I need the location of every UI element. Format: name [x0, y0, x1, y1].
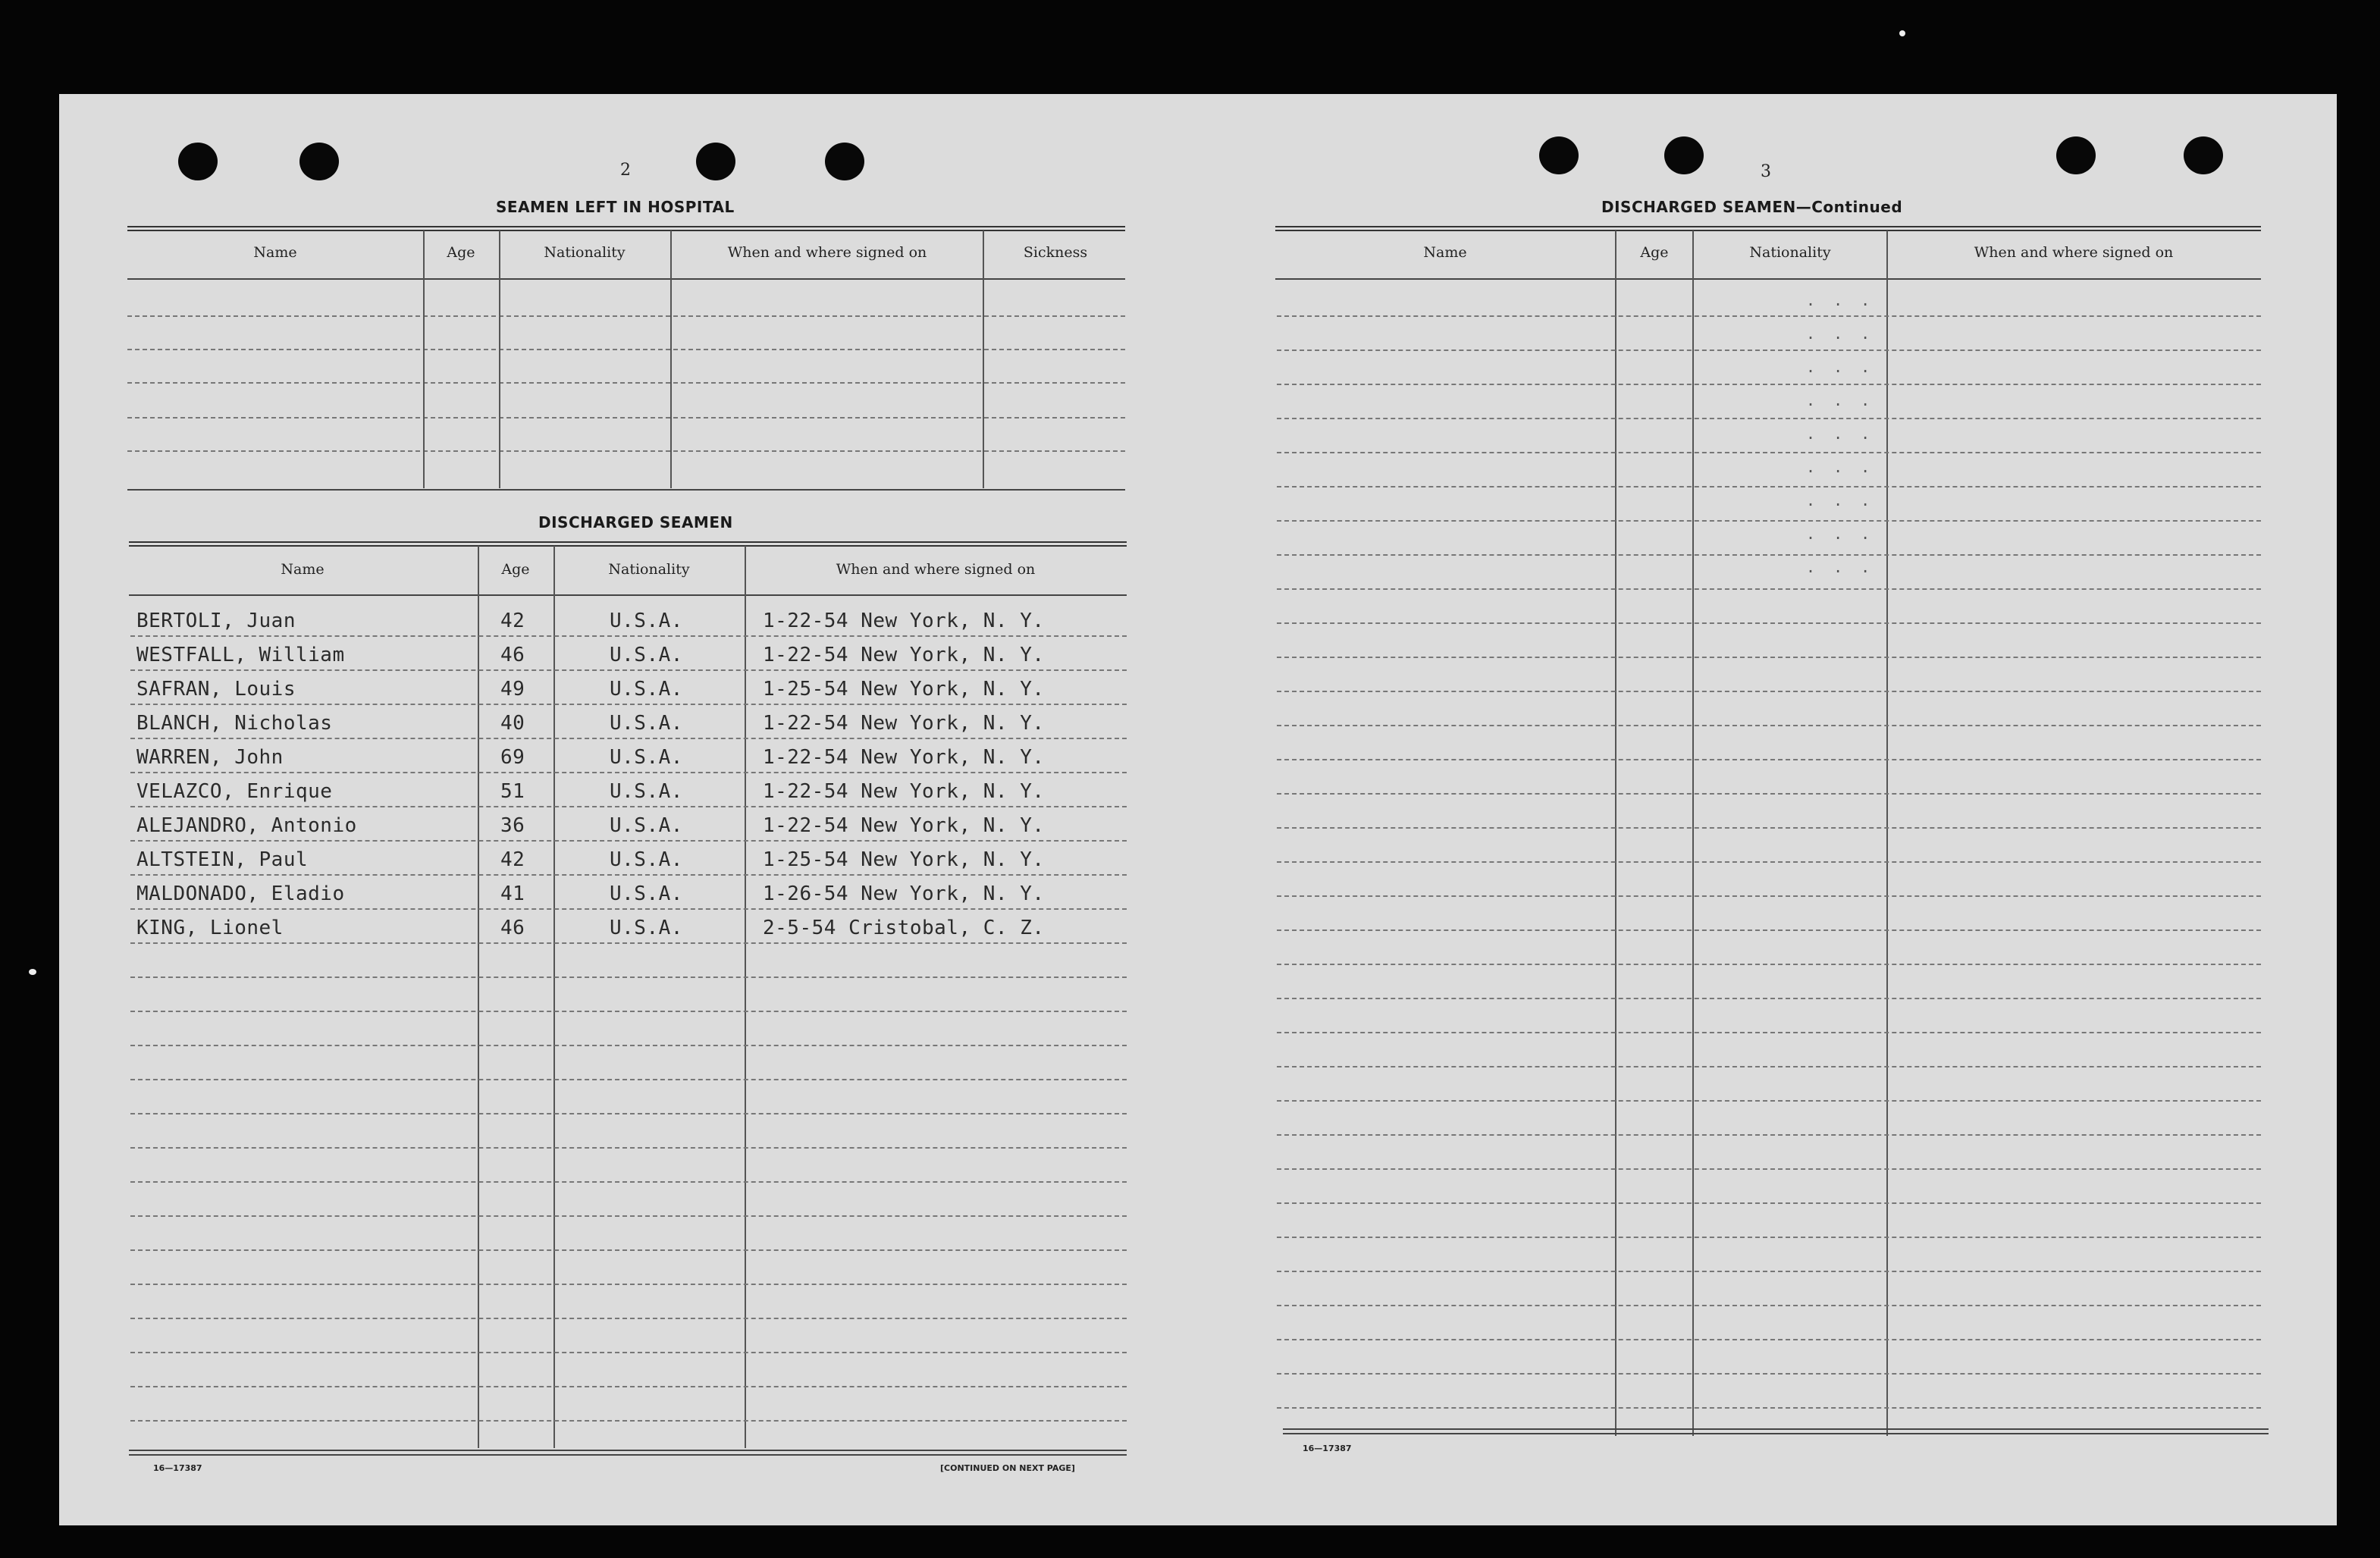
discharged-row-rule [130, 1113, 1127, 1114]
ditto-mark: . . . [1806, 358, 1875, 376]
discharged-row-rule [130, 772, 1127, 773]
right-row-rule [1277, 793, 2261, 795]
left-form-number: 16—17387 [153, 1463, 202, 1473]
right-row-rule [1277, 725, 2261, 726]
right-section-title [1601, 198, 1902, 216]
discharged-row-rule [130, 1215, 1127, 1217]
seaman-signed-on: 1-22-54 New York, N. Y. [763, 746, 1045, 769]
right-form-number: 16—17387 [1303, 1444, 1352, 1453]
ditto-mark: . . . [1806, 425, 1875, 443]
seaman-nationality: U.S.A. [610, 882, 683, 905]
seaman-nationality: U.S.A. [610, 780, 683, 803]
right-row-rule [1277, 622, 2261, 624]
hospital-col-divider [670, 230, 672, 488]
discharged-row-rule [130, 1045, 1127, 1046]
seaman-nationality: U.S.A. [610, 917, 683, 939]
discharged-row-rule [130, 635, 1127, 637]
discharged-row-rule [130, 1386, 1127, 1387]
discharged-row-rule [130, 942, 1127, 944]
seaman-age: 46 [500, 917, 525, 939]
right-title-suffix: —Continued [1795, 198, 1903, 216]
right-col-nationality: Nationality [1749, 244, 1831, 261]
seaman-nationality: U.S.A. [610, 746, 683, 769]
hospital-bottom-rule [127, 489, 1125, 491]
right-row-rule [1277, 929, 2261, 931]
hospital-col-divider [983, 230, 984, 488]
right-row-rule [1277, 1305, 2261, 1306]
seaman-signed-on: 1-22-54 New York, N. Y. [763, 814, 1045, 837]
hospital-col-sickness: Sickness [1023, 244, 1088, 261]
seaman-signed-on: 1-22-54 New York, N. Y. [763, 644, 1045, 666]
discharged-bottom-rule [129, 1450, 1127, 1451]
seaman-age: 36 [500, 814, 525, 837]
document-sheet [59, 94, 2337, 1525]
punch-hole [1539, 136, 1579, 174]
right-row-rule [1277, 657, 2261, 658]
right-col-name: Name [1423, 244, 1467, 261]
seaman-name: SAFRAN, Louis [136, 678, 296, 701]
discharged-row-rule [130, 1181, 1127, 1183]
hospital-table-top-rule [127, 226, 1125, 231]
hospital-col-name: Name [253, 244, 297, 261]
hospital-row-rule [127, 382, 1125, 384]
ditto-mark: . . . [1806, 491, 1875, 509]
seaman-signed-on: 1-25-54 New York, N. Y. [763, 848, 1045, 871]
hospital-row-rule [127, 417, 1125, 418]
discharged-row-rule [130, 1318, 1127, 1319]
seaman-age: 69 [500, 746, 525, 769]
right-header-rule [1275, 278, 2261, 280]
right-row-rule [1277, 384, 2261, 385]
seaman-nationality: U.S.A. [610, 712, 683, 735]
left-page-number: 2 [620, 161, 631, 180]
right-title-main: DISCHARGED SEAMEN [1601, 198, 1796, 216]
seaman-name: BLANCH, Nicholas [136, 712, 333, 735]
punch-hole [178, 143, 218, 180]
right-bottom-rule [1283, 1433, 2269, 1434]
discharged-row-rule [130, 1420, 1127, 1422]
discharged-row-rule [130, 1352, 1127, 1353]
ditto-mark: . . . [1806, 458, 1875, 476]
seaman-signed-on: 1-22-54 New York, N. Y. [763, 780, 1045, 803]
discharged-row-rule [130, 908, 1127, 910]
seaman-age: 51 [500, 780, 525, 803]
right-row-rule [1277, 588, 2261, 590]
right-row-rule [1277, 1373, 2261, 1375]
discharged-row-rule [130, 1079, 1127, 1080]
right-row-rule [1277, 998, 2261, 999]
right-row-rule [1277, 964, 2261, 965]
discharged-col-divider [745, 546, 746, 1448]
right-row-rule [1277, 691, 2261, 692]
seaman-age: 42 [500, 610, 525, 632]
seaman-signed-on: 1-22-54 New York, N. Y. [763, 712, 1045, 735]
right-row-rule [1277, 1168, 2261, 1170]
right-row-rule [1277, 1032, 2261, 1033]
right-row-rule [1277, 350, 2261, 351]
ditto-mark: . . . [1806, 291, 1875, 309]
punch-hole [2056, 136, 2096, 174]
right-row-rule [1277, 827, 2261, 829]
punch-hole [1664, 136, 1704, 174]
seaman-nationality: U.S.A. [610, 678, 683, 701]
right-row-rule [1277, 315, 2261, 317]
right-col-signed-on: When and where signed on [1974, 244, 2174, 261]
ditto-mark: . . . [1806, 391, 1875, 409]
right-row-rule [1277, 1407, 2261, 1409]
punch-hole [825, 143, 864, 180]
hospital-row-rule [127, 349, 1125, 350]
seaman-age: 46 [500, 644, 525, 666]
right-row-rule [1277, 1100, 2261, 1102]
seaman-name: ALTSTEIN, Paul [136, 848, 309, 871]
seaman-age: 49 [500, 678, 525, 701]
discharged-bottom-rule [129, 1454, 1127, 1456]
ditto-mark: . . . [1806, 558, 1875, 576]
discharged-row-rule [130, 874, 1127, 876]
seaman-signed-on: 1-25-54 New York, N. Y. [763, 678, 1045, 701]
right-col-age: Age [1640, 244, 1669, 261]
seaman-name: KING, Lionel [136, 917, 284, 939]
discharged-row-rule [130, 704, 1127, 705]
discharged-col-divider [553, 546, 555, 1448]
discharged-col-age: Age [501, 561, 530, 578]
seaman-nationality: U.S.A. [610, 644, 683, 666]
right-row-rule [1277, 1339, 2261, 1340]
discharged-col-name: Name [281, 561, 325, 578]
discharged-row-rule [130, 1249, 1127, 1251]
right-row-rule [1277, 895, 2261, 897]
discharged-table-top-rule [129, 541, 1127, 547]
dust-speck [1899, 30, 1905, 36]
discharged-col-signed-on: When and where signed on [836, 561, 1036, 578]
right-row-rule [1277, 554, 2261, 556]
hospital-col-divider [423, 230, 425, 488]
right-row-rule [1277, 1237, 2261, 1238]
hospital-col-divider [499, 230, 500, 488]
hospital-row-rule [127, 315, 1125, 317]
seaman-nationality: U.S.A. [610, 848, 683, 871]
seaman-signed-on: 1-22-54 New York, N. Y. [763, 610, 1045, 632]
seaman-name: VELAZCO, Enrique [136, 780, 333, 803]
seaman-nationality: U.S.A. [610, 610, 683, 632]
right-row-rule [1277, 1202, 2261, 1204]
discharged-row-rule [130, 1284, 1127, 1285]
seaman-name: MALDONADO, Eladio [136, 882, 345, 905]
discharged-row-rule [130, 1011, 1127, 1012]
right-col-divider [1692, 230, 1694, 1436]
right-row-rule [1277, 861, 2261, 863]
seaman-age: 41 [500, 882, 525, 905]
punch-hole [2184, 136, 2223, 174]
discharged-col-nationality: Nationality [608, 561, 690, 578]
discharged-section-title: DISCHARGED SEAMEN [538, 513, 733, 531]
punch-hole [299, 143, 339, 180]
right-row-rule [1277, 452, 2261, 453]
seaman-age: 42 [500, 848, 525, 871]
hospital-section-title: SEAMEN LEFT IN HOSPITAL [496, 198, 735, 216]
right-row-rule [1277, 1271, 2261, 1272]
right-col-divider [1615, 230, 1616, 1436]
discharged-col-divider [478, 546, 479, 1448]
right-row-rule [1277, 486, 2261, 487]
discharged-row-rule [130, 806, 1127, 807]
right-row-rule [1277, 520, 2261, 522]
ditto-mark: . . . [1806, 525, 1875, 543]
seaman-age: 40 [500, 712, 525, 735]
right-page-number: 3 [1761, 162, 1771, 181]
ditto-mark: . . . [1806, 324, 1875, 343]
hospital-col-nationality: Nationality [544, 244, 626, 261]
seaman-name: WARREN, John [136, 746, 284, 769]
discharged-row-rule [130, 738, 1127, 739]
hospital-header-rule [127, 278, 1125, 280]
seaman-nationality: U.S.A. [610, 814, 683, 837]
hospital-col-signed-on: When and where signed on [727, 244, 927, 261]
discharged-header-rule [129, 594, 1127, 596]
right-bottom-rule [1283, 1428, 2269, 1430]
discharged-row-rule [130, 840, 1127, 842]
seaman-name: WESTFALL, William [136, 644, 345, 666]
right-row-rule [1277, 418, 2261, 419]
right-table-top-rule [1275, 226, 2261, 231]
dust-speck [29, 969, 36, 975]
discharged-row-rule [130, 669, 1127, 671]
hospital-col-age: Age [447, 244, 475, 261]
seaman-signed-on: 1-26-54 New York, N. Y. [763, 882, 1045, 905]
continued-note: [CONTINUED ON NEXT PAGE] [940, 1463, 1075, 1473]
right-col-divider [1886, 230, 1888, 1436]
discharged-row-rule [130, 1147, 1127, 1149]
discharged-row-rule [130, 976, 1127, 978]
punch-hole [696, 143, 735, 180]
right-row-rule [1277, 1066, 2261, 1067]
seaman-name: ALEJANDRO, Antonio [136, 814, 357, 837]
right-row-rule [1277, 1134, 2261, 1136]
hospital-row-rule [127, 450, 1125, 452]
seaman-signed-on: 2-5-54 Cristobal, C. Z. [763, 917, 1045, 939]
seaman-name: BERTOLI, Juan [136, 610, 296, 632]
right-row-rule [1277, 759, 2261, 760]
